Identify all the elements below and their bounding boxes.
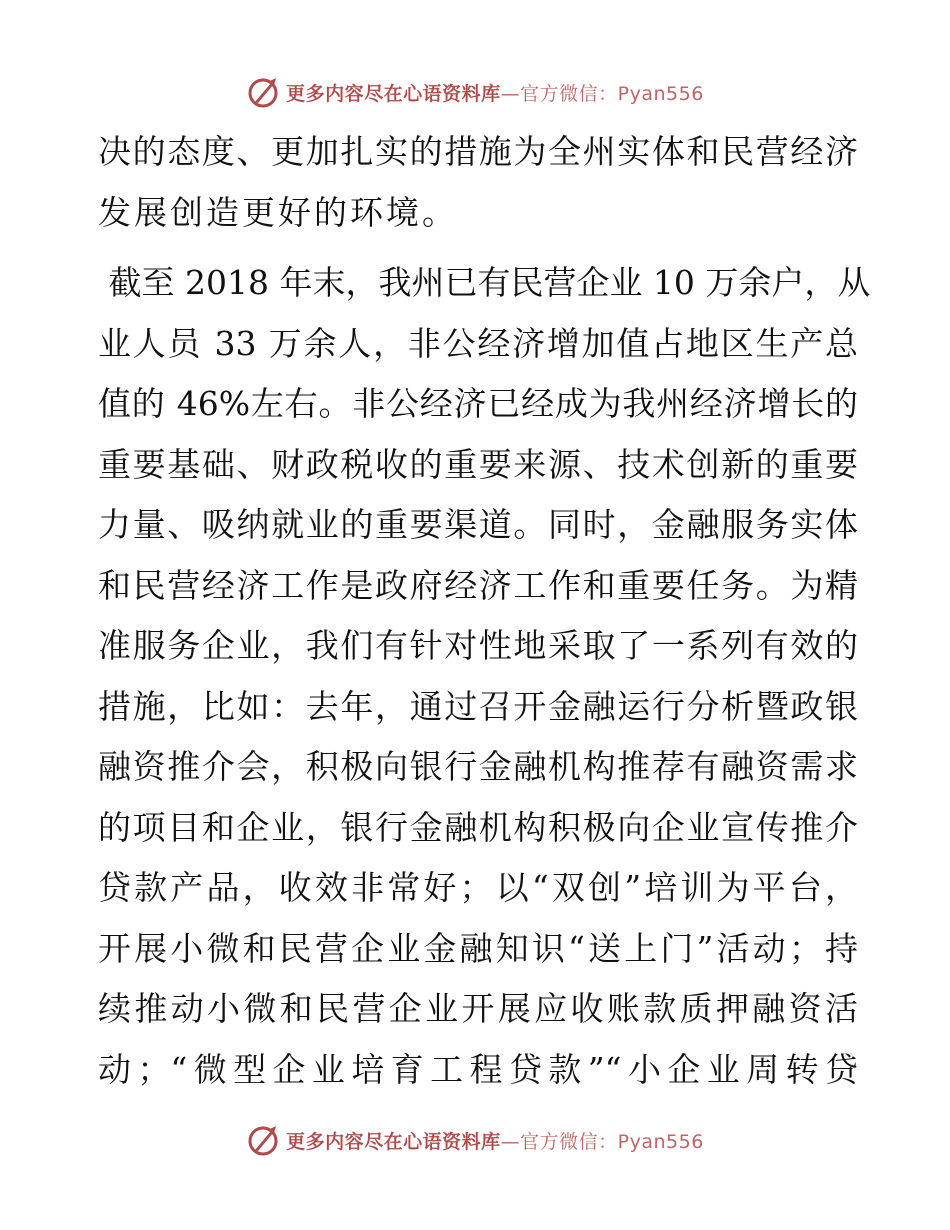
header-watermark: [0, 72, 950, 112]
watermark-text: [286, 79, 704, 106]
text-line: 业人员 33 万余人，非公经济增加值占地区生产总: [98, 323, 858, 363]
text-line: 续推动小微和民营企业开展应收账款质押融资活: [98, 989, 858, 1028]
text-line: 值的 46%左右。非公经济已经成为我州经济增长的: [98, 384, 858, 423]
document-body: [98, 122, 871, 1100]
text-line: 动；“微型企业培育工程贷款”“小企业周转贷: [98, 1049, 858, 1089]
watermark-contact: —官方微信：Pyan556: [500, 82, 704, 105]
text-line: 措施，比如：去年，通过召开金融运行分析暨政银: [98, 686, 858, 726]
watermark-brand: 更多内容尽在心语资料库: [286, 1130, 501, 1153]
paragraph: [98, 122, 858, 243]
watermark-contact: —官方微信：Pyan556: [500, 1130, 704, 1153]
text-line: 贷款产品，收效非常好；以“双创”培训为平台，: [98, 868, 858, 907]
text-line: 开展小微和民营企业金融知识“送上门”活动；持: [98, 928, 858, 968]
text-line: 重要基础、财政税收的重要来源、技术创新的重要: [98, 444, 858, 484]
text-line: 决的态度、更加扎实的措施为全州实体和民营经济: [98, 132, 858, 171]
paragraph-gap: [98, 243, 858, 253]
text-line: 和民营经济工作是政府经济工作和重要任务。为精: [98, 565, 858, 605]
watermark-text: [286, 1127, 704, 1154]
text-line: 融资推介会，积极向银行金融机构推荐有融资需求: [98, 747, 858, 786]
watermark-brand: 更多内容尽在心语资料库: [286, 82, 501, 105]
text-line: 力量、吸纳就业的重要渠道。同时，金融服务实体: [98, 505, 858, 544]
quill-logo-icon: [246, 1123, 280, 1157]
text-line: 的项目和企业，银行金融机构积极向企业宣传推介: [98, 807, 858, 847]
text-line: 发展创造更好的环境。: [98, 192, 458, 232]
footer-watermark: [0, 1120, 950, 1160]
paragraph: [98, 253, 871, 1100]
quill-logo-icon: [246, 75, 280, 109]
text-line: 准服务企业，我们有针对性地采取了一系列有效的: [98, 626, 858, 665]
text-line: 截至 2018 年末，我州已有民营企业 10 万余户，从: [98, 263, 871, 302]
